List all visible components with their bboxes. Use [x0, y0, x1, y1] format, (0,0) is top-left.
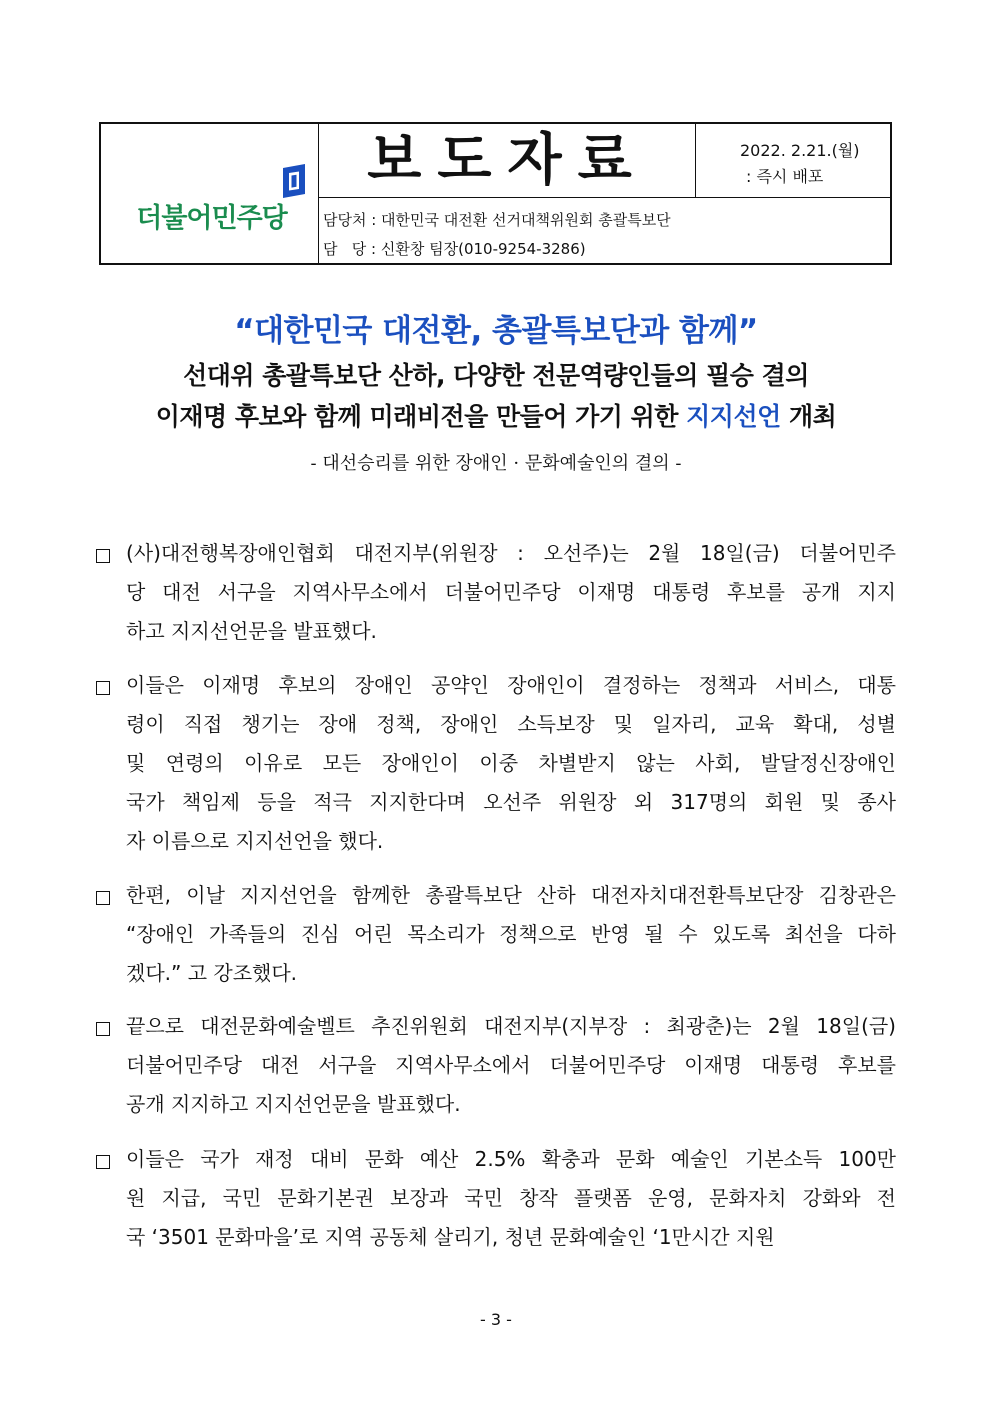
release-date: 2022. 2.21.(월) [740, 141, 860, 160]
paragraph-line: 국 ‘3501 문화마을’로 지역 공동체 살리기, 청년 문화예술인 ‘1만시간 지원 [126, 1225, 775, 1249]
paragraph-line: 겠다.” 고 강조했다. [126, 961, 298, 985]
press-header-table [99, 122, 892, 265]
checkbox-bullet-icon [96, 549, 110, 563]
doc-title: 보도자료 [367, 128, 648, 193]
paragraph-line: “장애인 가족들의 진심 어린 목소리가 정책으로 반영 될 수 있도록 최선을 다하 [126, 922, 896, 946]
paragraph-line: 및 연령의 이유로 모든 장애인이 이중 차별받지 않는 사회, 발달정신장애인 [126, 751, 896, 775]
contact-cell [319, 198, 890, 263]
date-cell [696, 124, 890, 198]
page-number: - 3 - [480, 1310, 512, 1329]
paragraph-line: 하고 지지선언문을 발표했다. [126, 619, 377, 643]
checkbox-bullet-icon [96, 1022, 110, 1036]
subtitle-line-2 [0, 397, 992, 433]
title-cell [319, 124, 696, 198]
checkbox-bullet-icon [96, 1155, 110, 1169]
release-timing: : 즉시 배포 [746, 167, 824, 186]
subtitle-highlight: 지지선언 [686, 402, 781, 431]
logo-cell [101, 124, 319, 263]
paragraph-line: 이들은 국가 재정 대비 문화 예산 2.5% 확충과 문화 예술인 기본소득 100만 [126, 1147, 896, 1171]
checkbox-bullet-icon [96, 891, 110, 905]
subtitle-line-1: 선대위 총괄특보단 산하, 다양한 전문역량인들의 필승 결의 [183, 361, 809, 390]
subtitle-line-2-post: 개최 [780, 402, 837, 431]
paragraph-line: 한편, 이날 지지선언을 함께한 총괄특보단 산하 대전자치대전환특보단장 김창관은 [126, 883, 896, 907]
checkbox-bullet-icon [96, 681, 110, 695]
paragraph-line: 당 대전 서구을 지역사무소에서 더불어민주당 이재명 대통령 후보를 공개 지지 [126, 580, 896, 604]
paragraph-line: 더불어민주당 대전 서구을 지역사무소에서 더불어민주당 이재명 대통령 후보를 [126, 1053, 896, 1077]
contact-department: 담당처 : 대한민국 대전환 선거대책위원회 총괄특보단 [323, 211, 671, 229]
paragraph-line: 령이 직접 챙기는 장애 정책, 장애인 소득보장 및 일자리, 교육 확대, 성별 [126, 712, 896, 736]
paragraph-line: 국가 책임제 등을 적극 지지한다며 오선주 위원장 외 317명의 회원 및 종사 [126, 790, 896, 814]
contact-person: 담 당 : 신환창 팀장(010-9254-3286) [323, 240, 586, 258]
paragraph-line: 공개 지지하고 지지선언문을 발표했다. [126, 1092, 461, 1116]
paragraph-line: 원 지급, 국민 문화기본권 보장과 국민 창작 플랫폼 운영, 문화자치 강화와 전 [126, 1186, 896, 1210]
party-logo-text: 더불어민주당 [136, 203, 287, 234]
headline: “대한민국 대전환, 총괄특보단과 함께” [234, 313, 758, 349]
paragraph-line: 자 이름으로 지지선언을 했다. [126, 829, 384, 853]
paragraph-line: 이들은 이재명 후보의 장애인 공약인 장애인이 결정하는 정책과 서비스, 대통 [126, 673, 896, 697]
paragraph-line: 끝으로 대전문화예술벨트 추진위원회 대전지부(지부장 : 최광춘)는 2월 18일(금) [126, 1014, 896, 1038]
tagline: - 대선승리를 위한 장애인 · 문화예술인의 결의 - [310, 453, 682, 474]
party-logo-icon [279, 164, 311, 198]
subtitle-line-2-pre: 이재명 후보와 함께 미래비전을 만들어 가기 위한 [155, 402, 687, 431]
paragraph-line: (사)대전행복장애인협회 대전지부(위원장 : 오선주)는 2월 18일(금) 더불어민주 [126, 541, 896, 565]
